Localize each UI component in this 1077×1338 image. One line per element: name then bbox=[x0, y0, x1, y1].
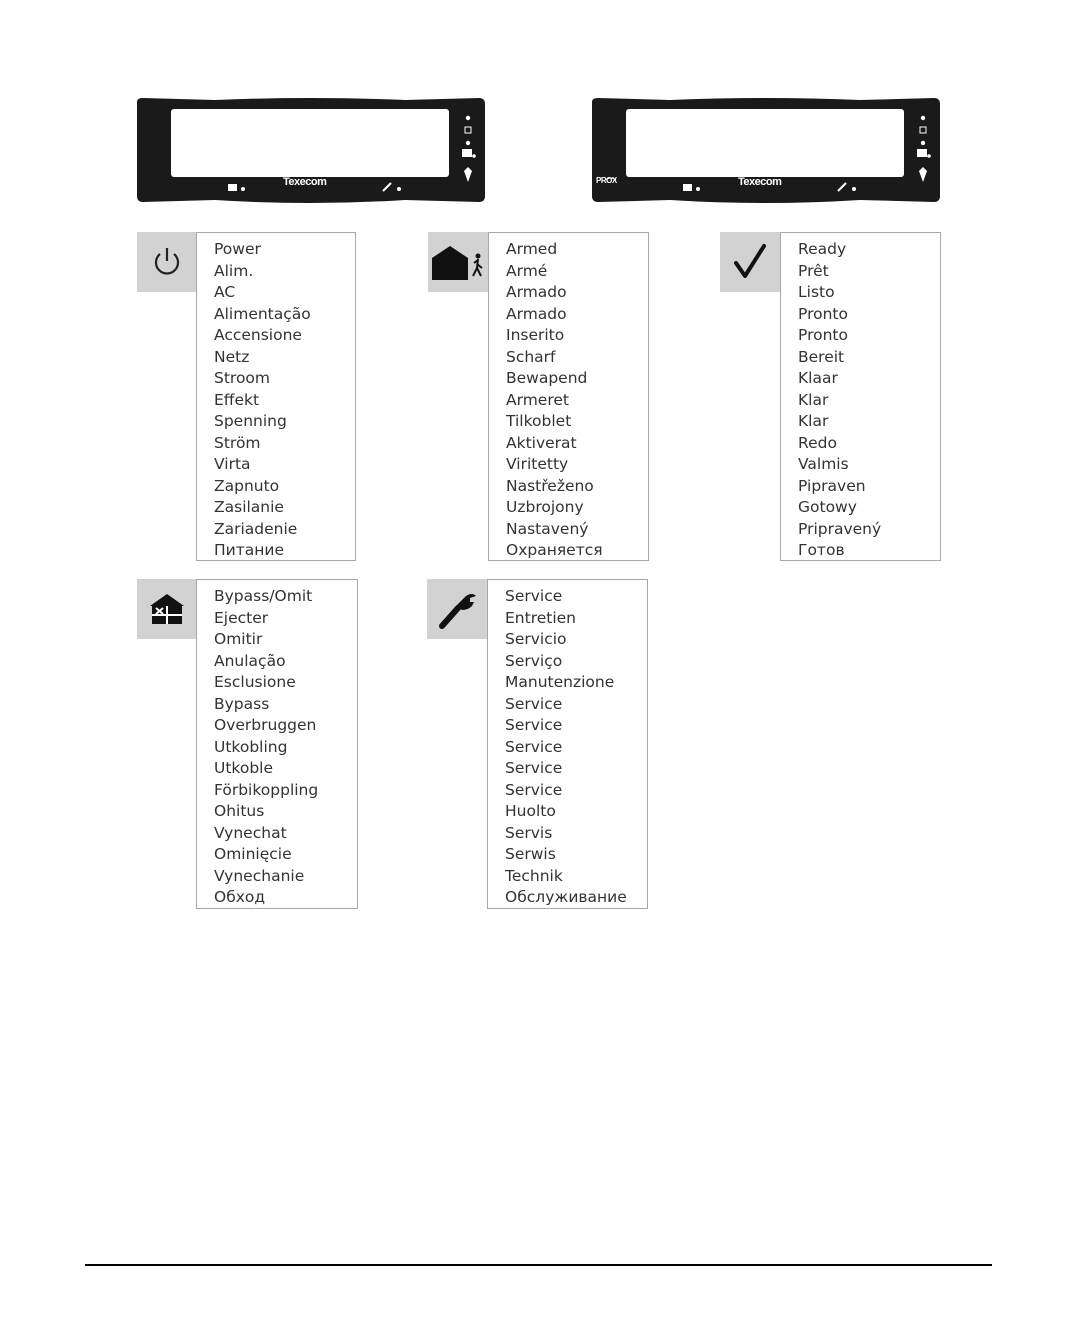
house-cross-icon bbox=[137, 579, 197, 639]
power-label-item: Stroom bbox=[214, 369, 271, 387]
armed-label-item: Viritetty bbox=[506, 455, 569, 473]
keypad-display-standard bbox=[135, 96, 485, 206]
service-label-item: Обслуживание bbox=[505, 888, 627, 906]
ready-label-item: Klar bbox=[798, 390, 829, 409]
ready-label-item: Redo bbox=[798, 433, 837, 452]
keypad-display-prox bbox=[590, 96, 940, 206]
armed-label-item: Armado bbox=[506, 283, 567, 301]
armed-label-item: Tilkoblet bbox=[506, 412, 572, 430]
power-label-item: Zapnuto bbox=[214, 476, 280, 495]
power-label-item: AC bbox=[214, 283, 236, 301]
armed-label-item: Uzbrojony bbox=[506, 498, 584, 516]
ready-label-item: Prêt bbox=[798, 261, 829, 280]
wrench-icon bbox=[427, 579, 487, 639]
armed-label-item: Armado bbox=[506, 304, 567, 323]
service-label-item: Servicio bbox=[505, 630, 567, 648]
service-label-item: Technik bbox=[505, 866, 563, 885]
service-status-list bbox=[487, 579, 648, 909]
armed-label-item: Armé bbox=[506, 261, 548, 280]
armed-label-item: Inserito bbox=[506, 326, 565, 344]
armed-label-item: Nastavený bbox=[506, 519, 589, 538]
power-label-item: Virta bbox=[214, 455, 251, 473]
ready-label-item: Gotowy bbox=[798, 498, 857, 516]
keypad-brand-logo: Texecom bbox=[738, 176, 782, 188]
bypass-label-item: Bypass bbox=[214, 694, 270, 713]
ready-label-item: Listo bbox=[798, 283, 835, 301]
service-label-item: Servis bbox=[505, 823, 553, 842]
bypass-status-list bbox=[196, 579, 358, 909]
checkmark-icon bbox=[720, 232, 780, 292]
service-label-item: Entretien bbox=[505, 608, 577, 627]
power-label-item: Alim. bbox=[214, 261, 254, 280]
bypass-label-item: Ohitus bbox=[214, 802, 265, 820]
service-label-item: Service bbox=[505, 716, 563, 734]
power-label-item: Zasilanie bbox=[214, 498, 284, 516]
ready-label-item: Pronto bbox=[798, 304, 848, 323]
bypass-label-item: Förbikoppling bbox=[214, 780, 319, 799]
service-label-item: Manutenzione bbox=[505, 673, 615, 691]
ready-label-item: Valmis bbox=[798, 455, 849, 473]
bypass-label-item: Ominięcie bbox=[214, 845, 292, 863]
power-label-item: Accensione bbox=[214, 326, 302, 344]
bypass-label-item: Ejecter bbox=[214, 608, 269, 627]
service-label-item: Serwis bbox=[505, 845, 556, 863]
house-person-icon bbox=[428, 232, 488, 292]
bypass-label-item: Vynechanie bbox=[214, 866, 305, 885]
bypass-label-item: Обход bbox=[214, 888, 266, 906]
bypass-label-item: Bypass/Omit bbox=[214, 587, 313, 605]
service-label-item: Service bbox=[505, 737, 563, 756]
ready-label-item: Klar bbox=[798, 412, 829, 430]
armed-label-item: Scharf bbox=[506, 347, 556, 366]
armed-label-item: Armed bbox=[506, 240, 558, 258]
armed-label-item: Охраняется bbox=[506, 541, 603, 559]
power-label-item: Power bbox=[214, 240, 261, 258]
power-label-item: Alimentação bbox=[214, 304, 311, 323]
ready-label-item: Готов bbox=[798, 541, 845, 559]
armed-label-item: Nastřeženo bbox=[506, 476, 594, 495]
power-label-item: Питание bbox=[214, 541, 284, 559]
armed-status-list bbox=[488, 232, 649, 561]
service-label-item: Service bbox=[505, 694, 563, 713]
bypass-label-item: Esclusione bbox=[214, 673, 296, 691]
bypass-label-item: Overbruggen bbox=[214, 716, 317, 734]
bypass-label-item: Anulação bbox=[214, 651, 286, 670]
power-label-item: Ström bbox=[214, 433, 261, 452]
ready-label-item: Klaar bbox=[798, 369, 838, 387]
keypad-prox-label: PROX bbox=[596, 176, 617, 185]
bypass-label-item: Omitir bbox=[214, 630, 263, 648]
ready-label-item: Pronto bbox=[798, 326, 848, 344]
service-label-item: Huolto bbox=[505, 802, 556, 820]
armed-label-item: Armeret bbox=[506, 390, 569, 409]
armed-label-item: Bewapend bbox=[506, 369, 588, 387]
ready-status-list bbox=[780, 232, 941, 561]
ready-label-item: Bereit bbox=[798, 347, 845, 366]
bypass-label-item: Utkobling bbox=[214, 737, 288, 756]
bypass-label-item: Vynechat bbox=[214, 823, 287, 842]
ready-label-item: Pripravený bbox=[798, 519, 882, 538]
power-label-item: Spenning bbox=[214, 412, 287, 430]
service-label-item: Service bbox=[505, 587, 563, 605]
bypass-label-item: Utkoble bbox=[214, 759, 274, 777]
ready-label-item: Pipraven bbox=[798, 476, 866, 495]
power-icon bbox=[137, 232, 197, 292]
power-label-item: Effekt bbox=[214, 390, 260, 409]
service-label-item: Service bbox=[505, 780, 563, 799]
power-label-item: Netz bbox=[214, 347, 250, 366]
service-label-item: Service bbox=[505, 759, 563, 777]
keypad-brand-logo: Texecom bbox=[283, 176, 327, 188]
footer-rule bbox=[85, 1264, 992, 1266]
service-label-item: Serviço bbox=[505, 651, 563, 670]
armed-label-item: Aktiverat bbox=[506, 433, 577, 452]
ready-label-item: Ready bbox=[798, 240, 847, 258]
power-label-item: Zariadenie bbox=[214, 519, 298, 538]
power-status-list bbox=[196, 232, 356, 561]
